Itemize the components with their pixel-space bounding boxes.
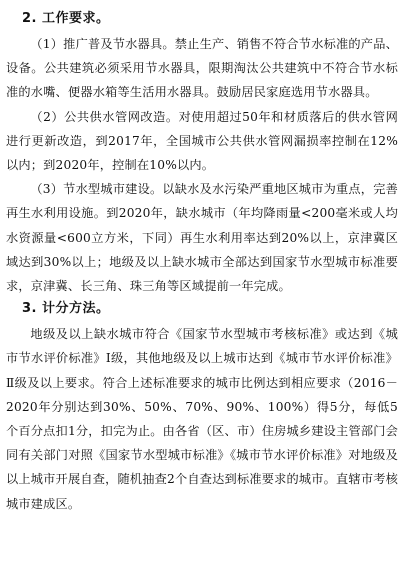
section-2-paragraph-3: （3）节水型城市建设。以缺水及水污染严重地区城市为重点，完善再生水利用设施。到2020年，缺水城市（年均降雨量<200毫米或人均水资源量<600立方米，下同）再生水利用率达到20%以上，京津冀区域达到30%以上；地级及以上缺水城市全部达到国家节水型城市标准要求，京津冀、长三角、珠三角等区域提前一年完成。 — [6, 182, 398, 294]
section-3-paragraph-1: 地级及以上缺水城市符合《国家节水型城市考核标准》或达到《城市节水评价标准》Ⅰ级，其他地级及以上城市达到《城市节水评价标准》Ⅱ级及以上要求。符合上述标准要求的城市比例达到相应要求（2016－2020年分别达到30%、50%、70%、90%、100%）得5分，每低5个百分点扣1分，扣完为止。由各省（区、市）住房城乡建设主管部门会同有关部门对照《国家节水型城市标准》《城市节水评价标准》对地级及以上城市开展自查，随机抽查2个自查达到标准要求的城市。直辖市考核城市建成区。 — [6, 327, 398, 511]
section-2-paragraph-2: （2）公共供水管网改造。对使用超过50年和材质落后的供水管网进行更新改造，到2017年，全国城市公共供水管网漏损率控制在12%以内；到2020年，控制在10%以内。 — [6, 109, 398, 173]
section-2-heading: 2. 工作要求。 — [22, 11, 110, 26]
section-2-paragraph-1: （1）推广普及节水器具。禁止生产、销售不符合节水标准的产品、设备。公共建筑必须采用节水器具，限期淘汰公共建筑中不符合节水标准的水嘴、便器水箱等生活用水器具。鼓励居民家庭选用节水器具。 — [6, 37, 398, 100]
section-3-heading: 3. 计分方法。 — [22, 301, 110, 317]
